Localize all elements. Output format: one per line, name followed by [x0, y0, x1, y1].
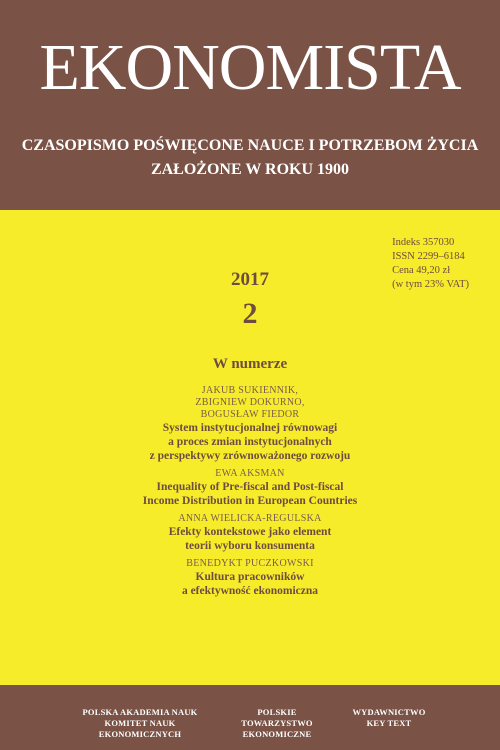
article-authors: [0, 385, 500, 421]
publisher-pte: [222, 707, 332, 740]
issn: ISSN 2299–6184: [392, 251, 465, 262]
author-line: ANNA WIELICKA-REGULSKA: [178, 513, 322, 524]
author-line: BENEDYKT PUCZKOWSKI: [186, 558, 314, 569]
title-line: z perspektywy zrównoważonego rozwoju: [149, 450, 351, 462]
publisher-pan: [70, 707, 210, 740]
issue-number: 2: [242, 297, 258, 330]
vat-note: (w tym 23% VAT): [392, 279, 469, 290]
subtitle-line: CZASOPISMO POŚWIĘCONE NAUCE I POTRZEBOM ŻYCIA: [21, 137, 479, 154]
publisher-line: POLSKA AKADEMIA NAUK: [82, 707, 198, 717]
issue-year: 2017: [231, 269, 269, 290]
title-line: Income Distribution in European Countries: [142, 495, 358, 507]
title-line: Kultura pracowników: [195, 571, 305, 583]
subtitle-line: ZAŁOŻONE W ROKU 1900: [150, 161, 350, 178]
journal-title: EKONOMISTA: [39, 31, 461, 104]
author-line: EWA AKSMAN: [215, 468, 285, 479]
author-line: ZBIGNIEW DOKURNO,: [195, 397, 305, 408]
title-line: Efekty kontekstowe jako element: [168, 526, 332, 538]
publisher-line: KEY TEXT: [366, 718, 412, 728]
title-line: System instytucjonalnej równowagi: [162, 422, 338, 434]
publisher-line: KOMITET NAUK EKONOMICZNYCH: [98, 718, 182, 739]
article-title: [0, 525, 500, 553]
article-title: [0, 480, 500, 508]
publisher-line: WYDAWNICTWO: [352, 707, 426, 717]
index-number: Indeks 357030: [392, 237, 455, 248]
title-line: teorii wyboru konsumenta: [185, 540, 315, 552]
title-line: a efektywność ekonomiczna: [181, 585, 319, 597]
price: Cena 49,20 zł: [392, 265, 451, 276]
article-entry: [0, 513, 500, 553]
article-authors: [0, 513, 500, 525]
journal-subtitle: [0, 134, 500, 182]
publisher-line: EKONOMICZNE: [242, 729, 312, 739]
article-authors: [0, 468, 500, 480]
article-entry: [0, 385, 500, 463]
author-line: BOGUSŁAW FIEDOR: [200, 409, 300, 420]
contents-heading: W numerze: [212, 356, 288, 372]
article-entry: [0, 558, 500, 598]
publisher-line: POLSKIE TOWARZYSTWO: [241, 707, 313, 728]
author-line: JAKUB SUKIENNIK,: [201, 385, 299, 396]
title-line: Inequality of Pre-fiscal and Post-fiscal: [156, 481, 344, 493]
article-entry: [0, 468, 500, 508]
publisher-key-text: [344, 707, 434, 729]
article-list: [0, 385, 500, 603]
title-line: a proces zmian instytucjonalnych: [168, 436, 332, 448]
article-authors: [0, 558, 500, 570]
article-title: [0, 421, 500, 463]
article-title: [0, 570, 500, 598]
